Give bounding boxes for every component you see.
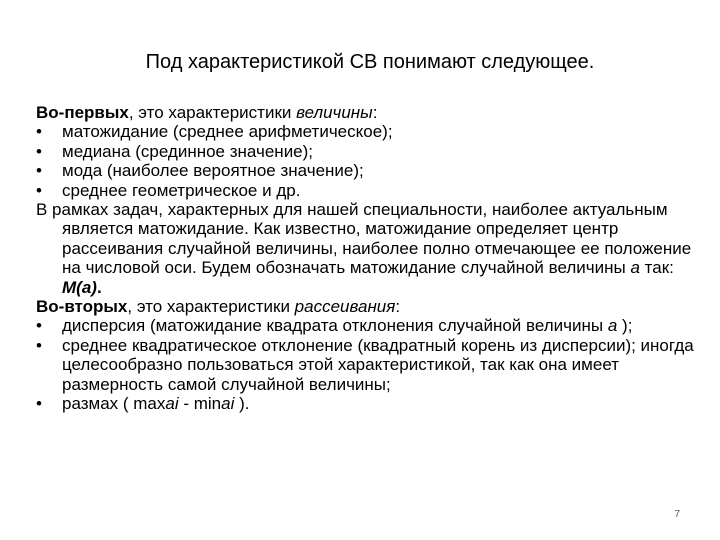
list-item <box>36 181 696 200</box>
matozhidanie-paragraph <box>36 200 696 297</box>
first-em: величины <box>296 103 373 122</box>
second-lead: Во-вторых <box>36 297 128 317</box>
bullet-icon: • <box>36 394 42 414</box>
second-heading-line <box>36 297 696 316</box>
list-item <box>36 161 696 180</box>
bullet-end: ); <box>617 316 633 336</box>
expectation-notation: М(а) <box>62 277 97 297</box>
second-em: рассеивания <box>294 297 396 317</box>
bullet-icon: • <box>36 161 42 181</box>
bullet-icon: • <box>36 180 42 200</box>
list-item <box>36 142 696 161</box>
range-max: размах ( max <box>62 394 166 414</box>
first-lead: Во-первых <box>36 103 129 122</box>
list-item <box>36 336 696 394</box>
bullet-text: дисперсия (матожидание квадрата отклонения случайной величины <box>62 316 608 336</box>
paragraph-var: а <box>630 258 640 278</box>
paragraph-end: . <box>96 277 102 297</box>
bullet-icon: • <box>36 122 42 142</box>
second-tail: : <box>395 297 401 317</box>
first-mid: , это характеристики <box>128 103 297 122</box>
range-ai-1: ai <box>165 394 179 414</box>
bullet-text: среднее квадратическое отклонение (квадратный корень из дисперсии); иногда целесообразно пользоваться этой характеристикой, так как она имеет размерность самой случайной величины; <box>62 335 694 394</box>
bullet-icon: • <box>36 335 42 355</box>
paragraph-text: В рамках задач, характерных для нашей специальности, наиболее актуальным является матожидание. Как известно, матожидание определяет центр рассеивания случайной величины, наиболее полно отмечающее ее положение на числовой оси. Будем обозначать матожидание случайной величины <box>36 200 692 278</box>
paragraph-after: так: <box>639 258 674 278</box>
range-ai-2: ai <box>221 394 235 414</box>
bullet-text: матожидание (среднее арифметическое); <box>62 122 393 142</box>
slide-body <box>36 103 696 414</box>
first-tail: : <box>372 103 378 122</box>
bullet-text: мода (наиболее вероятное значение); <box>62 161 364 181</box>
bullet-var: а <box>607 316 618 336</box>
bullet-icon: • <box>36 141 42 161</box>
list-item <box>36 316 696 335</box>
bullet-icon: • <box>36 316 42 336</box>
range-min: - min <box>178 394 222 414</box>
list-item <box>36 122 696 141</box>
range-end: ). <box>234 394 250 414</box>
bullet-text: медиана (срединное значение); <box>62 141 314 161</box>
slide-title: Под характеристикой СВ понимают следующее. <box>145 51 595 73</box>
list-item <box>36 394 696 413</box>
second-mid: , это характеристики <box>127 297 295 317</box>
bullet-text: среднее геометрическое и др. <box>62 180 301 200</box>
page-number: 7 <box>674 509 680 520</box>
first-heading-line <box>36 103 696 122</box>
